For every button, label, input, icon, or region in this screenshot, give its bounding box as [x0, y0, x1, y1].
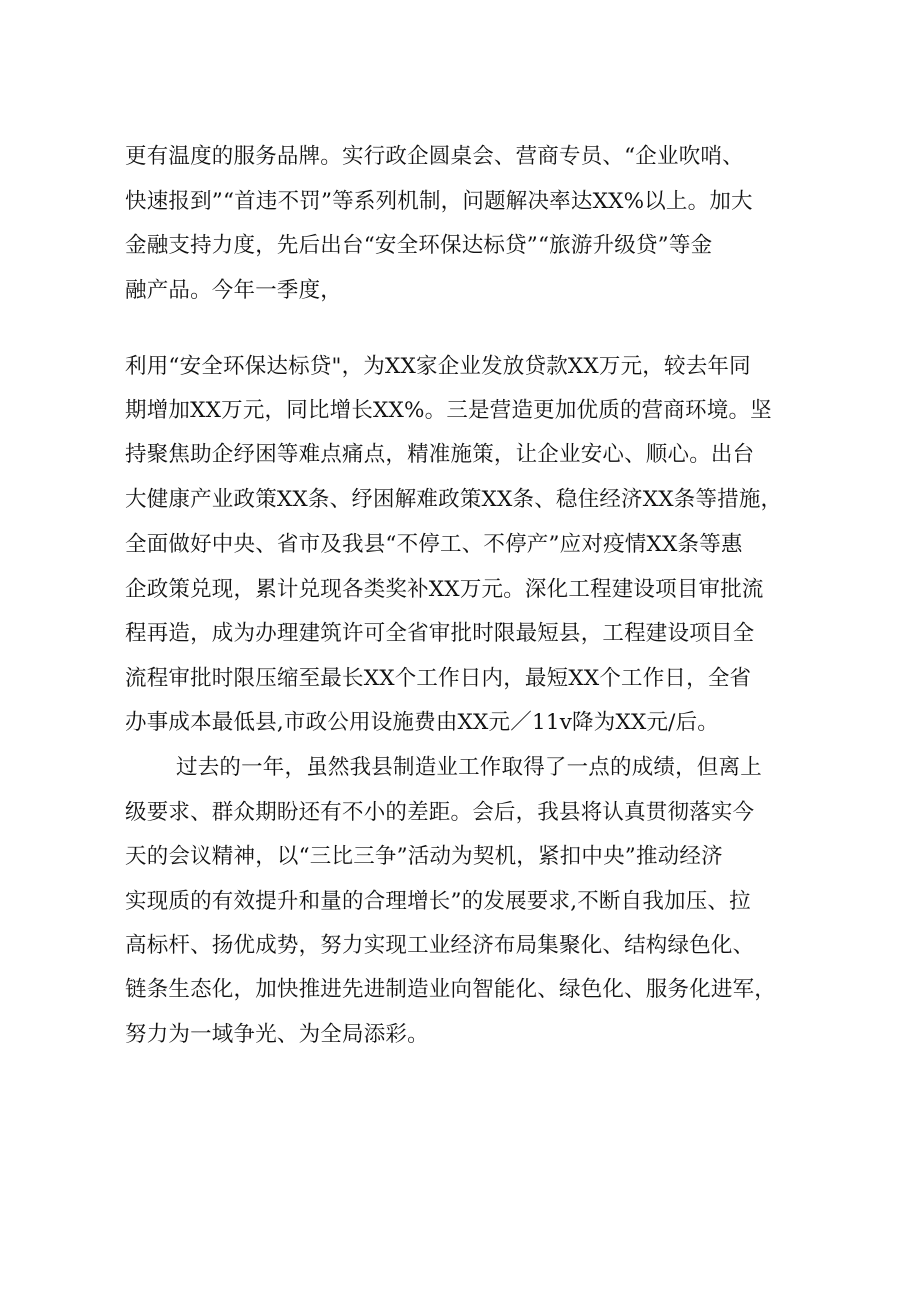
text-line: 大健康产业政策XX条、纾困解难政策XX条、稳住经济XX条等措施， — [125, 487, 783, 512]
text-line: 实现质的有效提升和量的合理增长”的发展要求,不断自我加压、拉 — [125, 889, 751, 914]
text-line: 全面做好中央、省市及我县“不停工、不停产”应对疫情XX条等惠 — [125, 532, 743, 557]
text-line: 高标杆、扬优成势，努力实现工业经济布局集聚化、结构绿色化、 — [125, 933, 755, 958]
text-line: 持聚焦助企纾困等难点痛点，精准施策，让企业安心、顺心。出台 — [125, 442, 755, 467]
text-line: 天的会议精神，以“三比三争”活动为契机，紧扣中央”推动经济 — [125, 844, 723, 869]
text-line: 金融支持力度，先后出台“安全环保达标贷”“旅游升级贷”等金 — [125, 233, 713, 258]
text-line: 程再造，成为办理建筑许可全省审批时限最短县，工程建设项目全 — [125, 621, 755, 646]
text-line: 更有温度的服务品牌。实行政企圆桌会、营商专员、“企业吹哨、 — [125, 144, 744, 169]
text-line: 流程审批时限压缩至最长XX个工作日内，最短XX个工作日，全省 — [125, 666, 752, 691]
text-line: 期增加XX万元，同比增长XX%。三是营造更加优质的营商环境。坚 — [125, 398, 772, 423]
paragraph-first-line: 过去的一年，虽然我县制造业工作取得了一点的成绩，但离上 — [176, 755, 762, 780]
text-line: 融产品。今年一季度， — [125, 278, 343, 303]
text-line: 企政策兑现，累计兑现各类奖补XX万元。深化工程建设项目审批流 — [125, 577, 764, 602]
text-line: 链条生态化，加快推进先进制造业向智能化、绿色化、服务化进军， — [125, 977, 777, 1002]
text-line: 努力为一域争光、为全局添彩。 — [125, 1022, 429, 1047]
text-line: 快速报到”“首违不罚”等系列机制，问题解决率达XX%以上。加大 — [125, 189, 753, 214]
text-line: 利用“安全环保达标贷"，为XX家企业发放贷款XX万元，较去年同 — [125, 354, 751, 379]
text-line: 级要求、群众期盼还有不小的差距。会后，我县将认真贯彻落实今 — [125, 800, 755, 825]
text-line: 办事成本最低县,市政公用设施费由XX元／11v降为XX元/后。 — [125, 710, 720, 735]
